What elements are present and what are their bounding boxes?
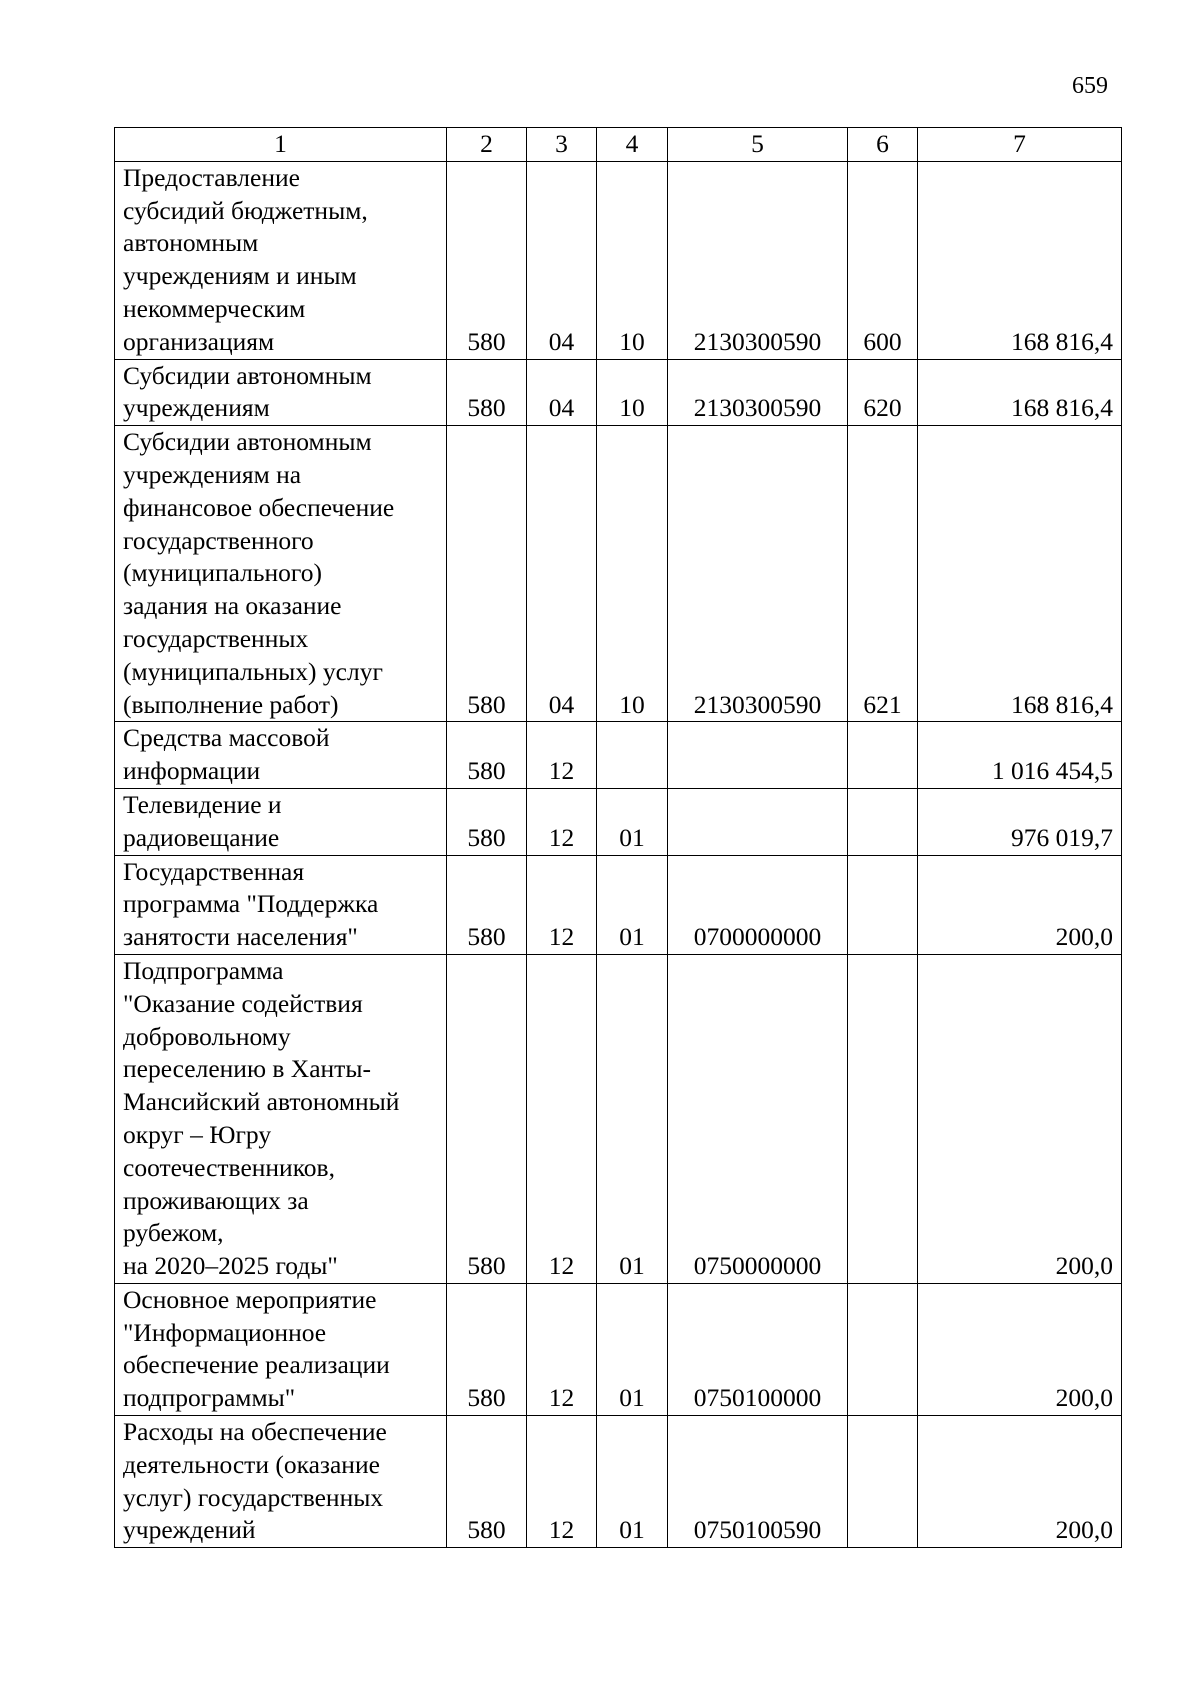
cell-section: 04 — [527, 426, 597, 722]
row-name: Подпрограмма "Оказание содействия добровольному переселению в Ханты- Мансийский автономный округ – Югру соотечественников, проживающих за рубежом, на 2020–2025 годы" — [115, 954, 447, 1283]
cell-amount: 200,0 — [918, 1416, 1122, 1548]
cell-subsection — [597, 722, 668, 789]
table-row — [115, 161, 1122, 359]
table-row — [115, 722, 1122, 789]
cell-target-article: 0700000000 — [668, 855, 848, 954]
cell-admin-code: 580 — [447, 1283, 527, 1415]
cell-expense-type — [848, 1283, 918, 1415]
cell-amount: 168 816,4 — [918, 359, 1122, 426]
cell-expense-type — [848, 722, 918, 789]
row-name: Субсидии автономным учреждениям — [115, 359, 447, 426]
row-name: Расходы на обеспечение деятельности (оказание услуг) государственных учреждений — [115, 1416, 447, 1548]
cell-subsection: 01 — [597, 954, 668, 1283]
table-row — [115, 359, 1122, 426]
cell-subsection: 01 — [597, 1283, 668, 1415]
cell-section: 12 — [527, 1416, 597, 1548]
cell-admin-code: 580 — [447, 161, 527, 359]
row-name: Основное мероприятие "Информационное обеспечение реализации подпрограммы" — [115, 1283, 447, 1415]
column-header: 2 — [447, 128, 527, 162]
cell-subsection: 10 — [597, 359, 668, 426]
cell-section: 04 — [527, 359, 597, 426]
budget-table — [114, 127, 1122, 1548]
column-header: 1 — [115, 128, 447, 162]
cell-amount: 1 016 454,5 — [918, 722, 1122, 789]
cell-amount: 200,0 — [918, 954, 1122, 1283]
table-row — [115, 954, 1122, 1283]
cell-expense-type — [848, 855, 918, 954]
cell-subsection: 01 — [597, 855, 668, 954]
column-header: 6 — [848, 128, 918, 162]
cell-admin-code: 580 — [447, 426, 527, 722]
column-header: 3 — [527, 128, 597, 162]
cell-admin-code: 580 — [447, 359, 527, 426]
row-name: Предоставление субсидий бюджетным, автономным учреждениям и иным некоммерческим организациям — [115, 161, 447, 359]
cell-subsection: 01 — [597, 788, 668, 855]
table-row — [115, 788, 1122, 855]
cell-target-article: 0750100000 — [668, 1283, 848, 1415]
cell-expense-type — [848, 788, 918, 855]
cell-amount: 200,0 — [918, 855, 1122, 954]
row-name: Субсидии автономным учреждениям на финансовое обеспечение государственного (муниципального) задания на оказание государственных (муниципальных) услуг (выполнение работ) — [115, 426, 447, 722]
cell-amount: 976 019,7 — [918, 788, 1122, 855]
table-row — [115, 1283, 1122, 1415]
row-name: Средства массовой информации — [115, 722, 447, 789]
cell-target-article — [668, 722, 848, 789]
table-row — [115, 855, 1122, 954]
cell-section: 12 — [527, 855, 597, 954]
cell-target-article: 2130300590 — [668, 161, 848, 359]
table-header-row — [115, 128, 1122, 162]
table-row — [115, 1416, 1122, 1548]
cell-section: 12 — [527, 788, 597, 855]
cell-admin-code: 580 — [447, 788, 527, 855]
table-row — [115, 426, 1122, 722]
cell-target-article: 0750100590 — [668, 1416, 848, 1548]
cell-expense-type — [848, 1416, 918, 1548]
cell-target-article: 2130300590 — [668, 426, 848, 722]
cell-section: 12 — [527, 722, 597, 789]
cell-amount: 200,0 — [918, 1283, 1122, 1415]
cell-admin-code: 580 — [447, 722, 527, 789]
cell-admin-code: 580 — [447, 954, 527, 1283]
column-header: 5 — [668, 128, 848, 162]
column-header: 7 — [918, 128, 1122, 162]
cell-section: 12 — [527, 1283, 597, 1415]
cell-expense-type: 620 — [848, 359, 918, 426]
cell-subsection: 10 — [597, 161, 668, 359]
row-name: Государственная программа "Поддержка занятости населения" — [115, 855, 447, 954]
cell-expense-type: 600 — [848, 161, 918, 359]
cell-subsection: 10 — [597, 426, 668, 722]
cell-section: 12 — [527, 954, 597, 1283]
cell-admin-code: 580 — [447, 855, 527, 954]
page-number: 659 — [1072, 73, 1108, 99]
cell-target-article: 2130300590 — [668, 359, 848, 426]
column-header: 4 — [597, 128, 668, 162]
cell-expense-type: 621 — [848, 426, 918, 722]
cell-amount: 168 816,4 — [918, 426, 1122, 722]
cell-admin-code: 580 — [447, 1416, 527, 1548]
cell-subsection: 01 — [597, 1416, 668, 1548]
cell-expense-type — [848, 954, 918, 1283]
cell-target-article — [668, 788, 848, 855]
cell-target-article: 0750000000 — [668, 954, 848, 1283]
cell-amount: 168 816,4 — [918, 161, 1122, 359]
row-name: Телевидение и радиовещание — [115, 788, 447, 855]
cell-section: 04 — [527, 161, 597, 359]
